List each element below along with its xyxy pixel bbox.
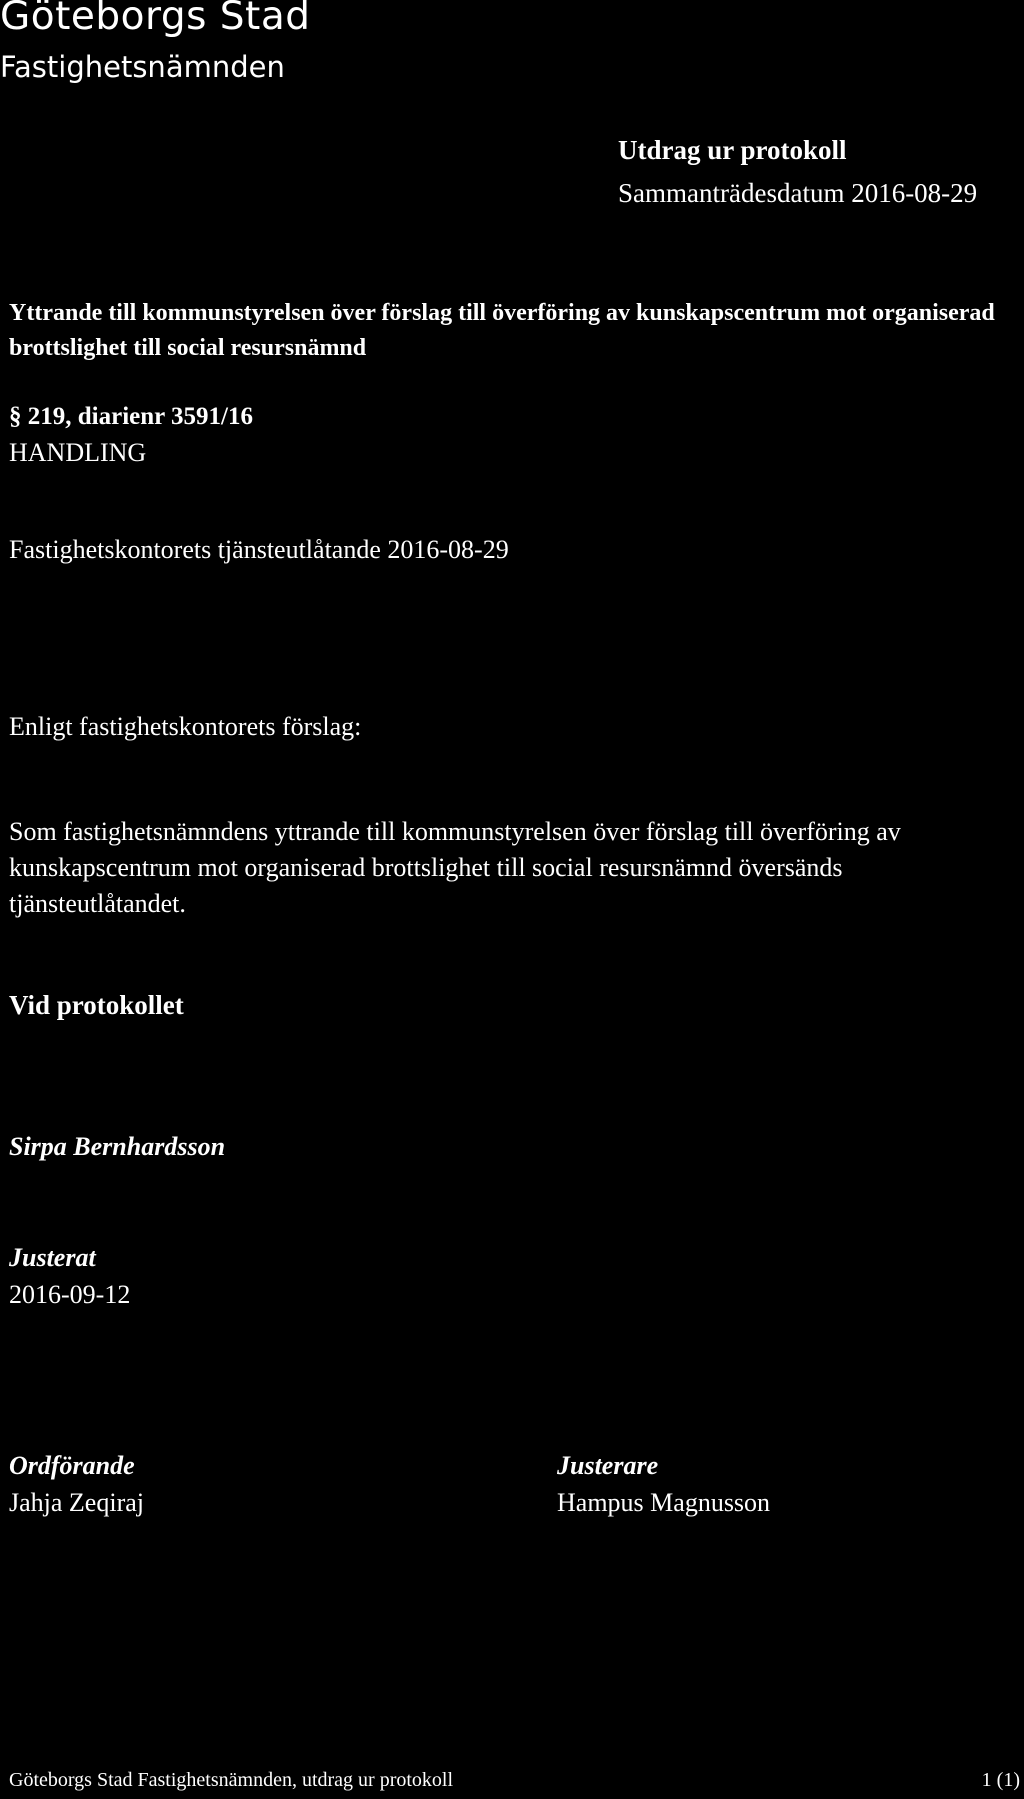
minutes-taker-heading: Vid protokollet <box>9 990 184 1020</box>
subject-title: Yttrande till kommunstyrelsen över förslag till överföring av kunskapscentrum mot organiserad brottslighet till social resursnämnd <box>9 300 995 361</box>
paragraph-reference: § 219, diarienr 3591/16 <box>9 403 253 430</box>
organization-name: Göteborgs Stad <box>0 0 311 39</box>
justerat-date: 2016-09-12 <box>9 1280 131 1309</box>
chair-name: Jahja Zeqiraj <box>9 1488 144 1517</box>
department-name: Fastighetsnämnden <box>0 50 285 84</box>
decision-text: Som fastighetsnämndens yttrande till kommunstyrelsen över förslag till överföring av kunskapscentrum mot organiserad brottslighet till social resursnämnd översänds tjänsteutlåtandet. <box>9 817 901 918</box>
proposal-intro: Enligt fastighetskontorets förslag: <box>9 712 362 741</box>
adjuster-name: Hampus Magnusson <box>557 1488 771 1517</box>
adjuster-label: Justerare <box>557 1451 659 1480</box>
footer-text: Göteborgs Stad Fastighetsnämnden, utdrag ur protokoll <box>9 1769 454 1791</box>
document-label: HANDLING <box>9 438 147 467</box>
meeting-date: Sammanträdesdatum 2016-08-29 <box>618 178 978 208</box>
chair-label: Ordförande <box>9 1451 135 1480</box>
document-type-heading: Utdrag ur protokoll <box>618 135 847 165</box>
statement-reference: Fastighetskontorets tjänsteutlåtande 2016-08-29 <box>9 535 509 564</box>
justerat-label: Justerat <box>9 1243 96 1272</box>
secretary-name: Sirpa Bernhardsson <box>9 1132 226 1161</box>
page-number: 1 (1) <box>981 1769 1020 1791</box>
